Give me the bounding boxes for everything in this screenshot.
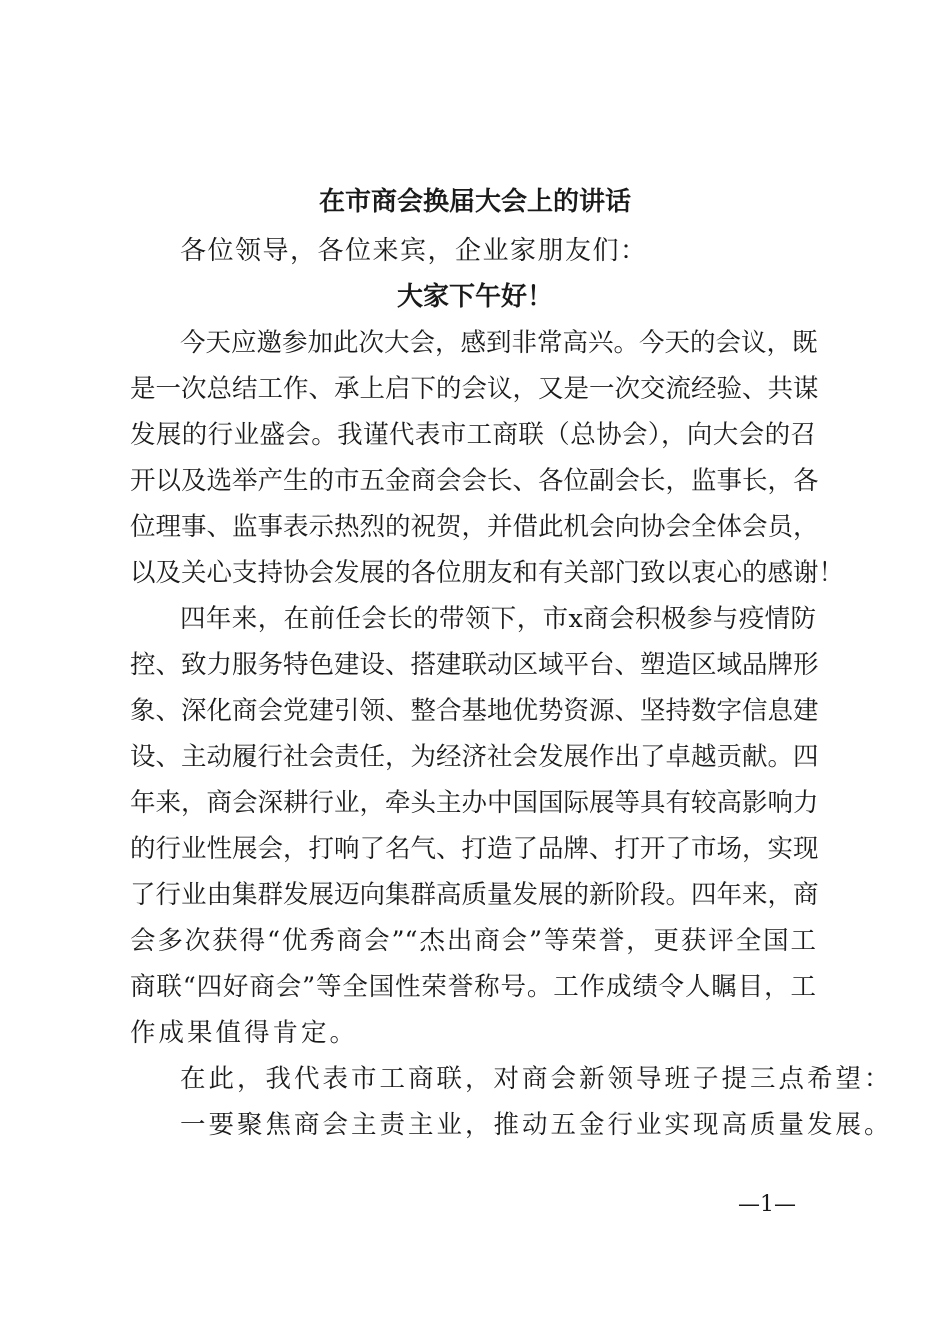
paragraph-line: 设、主动履行社会责任，为经济社会发展作出了卓越贡献。四	[130, 742, 819, 772]
greeting-subtitle: 大家下午好！	[396, 282, 553, 312]
paragraph-line: 今天应邀参加此次大会，感到非常高兴。今天的会议，既	[180, 328, 818, 358]
paragraph-line: 年来，商会深耕行业，牵头主办中国国际展等具有较高影响力	[130, 788, 819, 818]
paragraph-line: 开以及选举产生的市五金商会会长、各位副会长，监事长，各	[130, 466, 819, 496]
paragraph-line: 是一次总结工作、承上启下的会议，又是一次交流经验、共谋	[130, 374, 819, 404]
paragraph-line: 了行业由集群发展迈向集群高质量发展的新阶段。四年来，商	[130, 880, 819, 910]
page-number: —1—	[738, 1192, 796, 1217]
paragraph-line: 一要聚焦商会主责主业，推动五金行业实现高质量发展。	[180, 1110, 893, 1140]
paragraph-line: 会多次获得“优秀商会”“杰出商会”等荣誉，更获评全国工	[130, 926, 816, 956]
paragraph-line: 四年来，在前任会长的带领下，市x商会积极参与疫情防	[180, 604, 816, 634]
paragraph-line: 的行业性展会，打响了名气、打造了品牌、打开了市场，实现	[130, 834, 819, 864]
document-title: 在市商会换届大会上的讲话	[318, 187, 631, 217]
paragraph-line: 控、致力服务特色建设、搭建联动区域平台、塑造区域品牌形	[130, 650, 819, 680]
paragraph-line: 在此，我代表市工商联，对商会新领导班子提三点希望：	[180, 1064, 893, 1094]
paragraph-line: 发展的行业盛会。我谨代表市工商联（总协会），向大会的召	[130, 420, 816, 450]
paragraph-line: 作成果值得肯定。	[130, 1018, 359, 1048]
paragraph-line: 位理事、监事表示热烈的祝贺，并借此机会向协会全体会员，	[130, 512, 819, 542]
paragraph-line: 商联“四好商会”等全国性荣誉称号。工作成绩令人瞩目，工	[130, 972, 816, 1002]
paragraph-line: 象、深化商会党建引领、整合基地优势资源、坚持数字信息建	[130, 696, 819, 726]
speech-body	[130, 320, 893, 1148]
paragraph-line: 以及关心支持协会发展的各位朋友和有关部门致以衷心的感谢！	[130, 558, 845, 588]
greeting-line: 各位领导，各位来宾，企业家朋友们：	[180, 236, 648, 266]
